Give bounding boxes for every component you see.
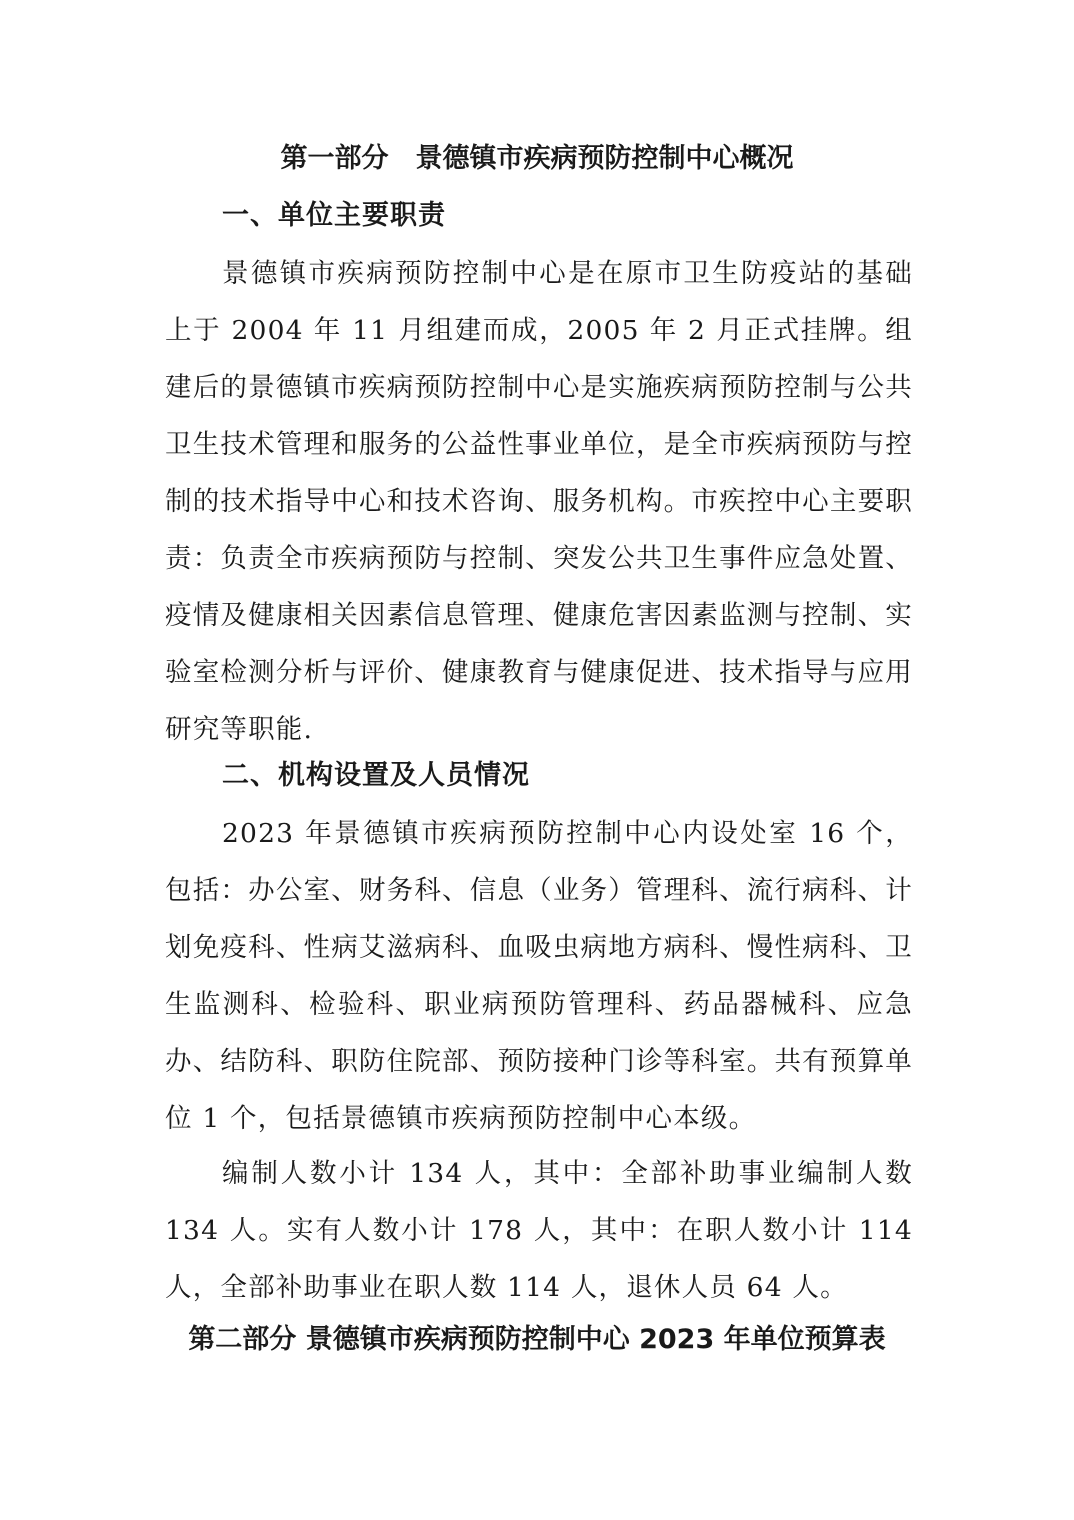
section-heading-organization-staffing: 二、机构设置及人员情况: [222, 760, 530, 791]
part-one-title: 第一部分 景德镇市疾病预防控制中心概况: [280, 143, 794, 174]
organization-paragraph: 2023 年景德镇市疾病预防控制中心内设处室 16 个，包括：办公室、财务科、信息（业务）管理科、流行病科、计划免疫科、性病艾滋病科、血吸虫病地方病科、慢性病科、卫生监测科、检验科、职业病预防管理科、药品器械科、应急办、结防科、职防住院部、预防接种门诊等科室。共有预算单位 1 个，包括景德镇市疾病预防控制中心本级。: [165, 818, 913, 1134]
main-duties-paragraph: 景德镇市疾病预防控制中心是在原市卫生防疫站的基础上于 2004 年 11 月组建而成，2005 年 2 月正式挂牌。组建后的景德镇市疾病预防控制中心是实施疾病预防控制与公共卫生技术管理和服务的公益性事业单位，是全市疾病预防与控制的技术指导中心和技术咨询、服务机构。市疾控中心主要职责：负责全市疾病预防与控制、突发公共卫生事件应急处置、疫情及健康相关因素信息管理、健康危害因素监测与控制、实验室检测分析与评价、健康教育与健康促进、技术指导与应用研究等职能.: [165, 258, 913, 745]
part-two-title: 第二部分 景德镇市疾病预防控制中心 2023 年单位预算表: [188, 1324, 886, 1355]
section-heading-main-duties: 一、单位主要职责: [222, 200, 446, 231]
staffing-paragraph: 编制人数小计 134 人，其中：全部补助事业编制人数 134 人。实有人数小计 178 人，其中：在职人数小计 114 人，全部补助事业在职人数 114 人，退休人员 64 人。: [165, 1158, 913, 1303]
